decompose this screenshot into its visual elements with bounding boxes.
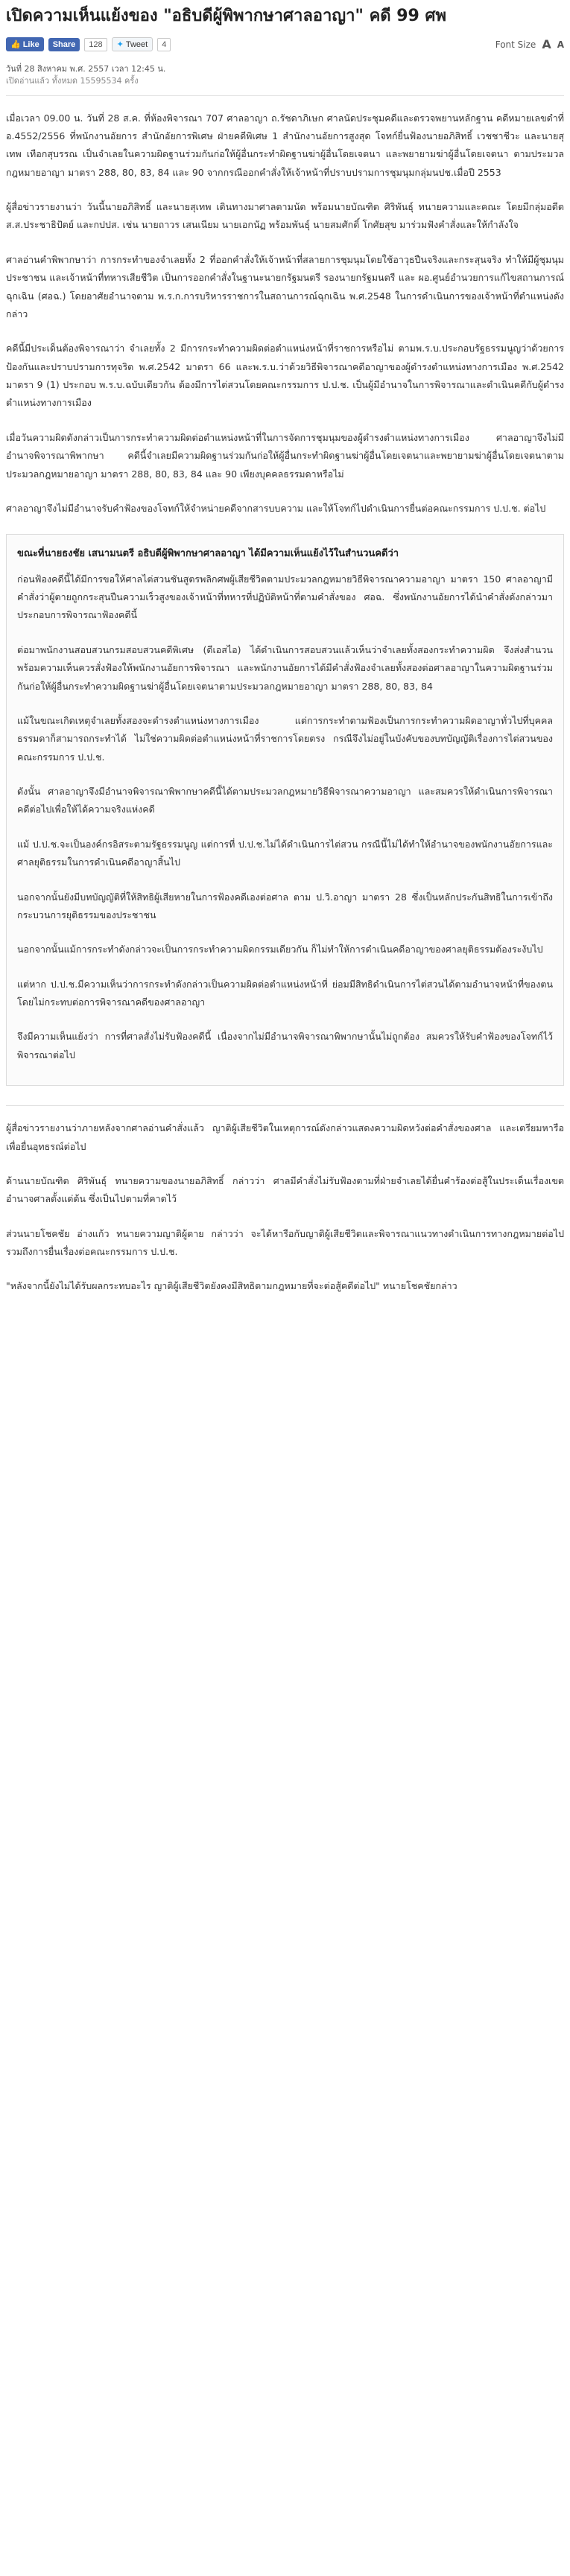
publish-date: วันที่ 28 สิงหาคม พ.ศ. 2557 เวลา 12:45 น.: [6, 63, 166, 74]
article-body-top: [6, 109, 564, 518]
article-body-bottom: [6, 1119, 564, 1296]
dissent-paragraph: ดังนั้น ศาลอาญาจึงมีอำนาจพิจารณาพิพากษาคดีนี้ได้ตามประมวลกฎหมายวิธีพิจารณาความอาญา และสมควรให้ดำเนินการพิจารณาคดีต่อไปเพื่อให้ได้ความจริงแห่งคดี: [17, 786, 553, 815]
dissent-paragraph: นอกจากนั้นแม้การกระทำดังกล่าวจะเป็นการกระทำความผิดกรรมเดียวกัน ก็ไม่ทำให้การดำเนินคดีอาญาของศาลยุติธรรมต้องระงับไป: [17, 944, 543, 955]
paragraph: ศาลอาญาจึงไม่มีอำนาจรับคำฟ้องของโจทก์ให้จำหน่ายคดีจากสารบบความ และให้โจทก์ไปดำเนินการยื่นต่อคณะกรรมการ ป.ป.ช. ต่อไป: [6, 502, 546, 514]
paragraph: ส่วนนายโชคชัย อ่างแก้ว ทนายความญาติผู้ตาย กล่าวว่า จะได้หารือกับญาติผู้เสียชีวิตและพิจารณาแนวทางดำเนินการทางกฎหมายต่อไป รวมถึงการยื่นเรื่องต่อคณะกรรมการ ป.ป.ช.: [6, 1227, 564, 1258]
paragraph: ศาลอ่านคำพิพากษาว่า การกระทำของจำเลยทั้ง 2 ที่ออกคำสั่งให้เจ้าหน้าที่สลายการชุมนุมโดยใช้อาวุธปืนจริงและกระสุนจริง ทำให้มีผู้ชุมนุม ประชาชน และเจ้าหน้าที่ทหารเสียชีวิต เป็นการออกคำสั่งในฐานะนายกรัฐมนตรี รองนายกรัฐมนตรี และ ผอ.ศูนย์อำนวยการแก้ไขสถานการณ์ฉุกเฉิน (ศอฉ.) โดยอาศัยอำนาจตาม พ.ร.ก.การบริหารราชการในสถานการณ์ฉุกเฉิน พ.ศ.2548 ในการดำเนินการของเจ้าหน้าที่ตำแหน่งดังกล่าว: [6, 253, 564, 319]
social-buttons: [6, 37, 171, 51]
font-decrease-button[interactable]: A: [557, 39, 564, 50]
divider: [6, 1105, 564, 1106]
share-count: 128: [84, 38, 107, 51]
view-count: เปิดอ่านแล้ว ทั้งหมด 15595534 ครั้ง: [6, 76, 139, 86]
paragraph: ด้านนายบัณฑิต ศิริพันธุ์ ทนายความของนายอภิสิทธิ์ กล่าวว่า ศาลมีคำสั่งไม่รับฟ้องตามที่ฝ่ายจำเลยได้ยื่นคำร้องต่อสู้ในประเด็นเรื่องเขตอำนาจศาลตั้งแต่ต้น ซึ่งเป็นไปตามที่คาดไว้: [6, 1174, 564, 1205]
article-title: เปิดความเห็นแย้งของ "อธิบดีผู้พิพากษาศาลอาญา" คดี 99 ศพ: [6, 7, 446, 25]
dissent-paragraph: จึงมีความเห็นแย้งว่า การที่ศาลสั่งไม่รับฟ้องคดีนี้ เนื่องจากไม่มีอำนาจพิจารณาพิพากษานั้นไม่ถูกต้อง สมควรให้รับคำฟ้องของโจทก์ไว้พิจารณาต่อไป: [17, 1031, 553, 1060]
dissent-paragraph: นอกจากนั้นยังมีบทบัญญัติที่ให้สิทธิผู้เสียหายในการฟ้องคดีเองต่อศาล ตาม ป.วิ.อาญา มาตรา 28 ซึ่งเป็นหลักประกันสิทธิในการเข้าถึงกระบวนการยุติธรรมของประชาชน: [17, 891, 553, 920]
article-meta: [6, 63, 564, 88]
font-increase-button[interactable]: A: [542, 37, 551, 52]
tweet-label: Tweet: [125, 39, 148, 49]
paragraph: "หลังจากนี้ยังไม่ได้รับผลกระทบอะไร ญาติผู้เสียชีวิตยังคงมีสิทธิตามกฎหมายที่จะต่อสู้คดีต่อไป" ทนายโชคชัยกล่าว: [6, 1280, 457, 1292]
thumbs-up-icon: 👍: [10, 40, 21, 50]
divider: [6, 95, 564, 96]
facebook-like-button[interactable]: [6, 37, 44, 51]
dissent-paragraph: ก่อนฟ้องคดีนี้ได้มีการขอให้ศาลไต่สวนชันสูตรพลิกศพผู้เสียชีวิตตามประมวลกฎหมายวิธีพิจารณาความอาญา มาตรา 150 ศาลอาญามีคำสั่งว่าผู้ตายถูกกระสุนปืนความเร็วสูงของเจ้าหน้าที่ทหารที่ปฏิบัติหน้าที่ตามคำสั่งของ ศอฉ. ซึ่งพนักงานอัยการได้นำคำสั่งดังกล่าวมาประกอบการพิจารณาฟ้องคดีนี้: [17, 573, 553, 621]
dissent-paragraph: ต่อมาพนักงานสอบสวนกรมสอบสวนคดีพิเศษ (ดีเอสไอ) ได้ดำเนินการสอบสวนแล้วเห็นว่าจำเลยทั้งสองกระทำความผิด จึงส่งสำนวนพร้อมความเห็นควรสั่งฟ้องให้พนักงานอัยการพิจารณา และพนักงานอัยการได้มีคำสั่งฟ้องจำเลยทั้งสองต่อศาลอาญาในความผิดฐานร่วมกันก่อให้ผู้อื่นกระทำความผิดฐานฆ่าผู้อื่นโดยเจตนาตามประมวลกฎหมายอาญา มาตรา 288, 80, 83, 84: [17, 643, 553, 692]
article-page: [0, 6, 570, 1296]
font-size-label: Font Size: [495, 39, 536, 50]
dissent-paragraph: แต่หาก ป.ป.ช.มีความเห็นว่าการกระทำดังกล่าวเป็นความผิดต่อตำแหน่งหน้าที่ ย่อมมีสิทธิดำเนินการไต่สวนได้ตามอำนาจหน้าที่ของตน โดยไม่กระทบต่อการพิจารณาคดีของศาลอาญา: [17, 978, 553, 1008]
dissent-paragraph: แม้ในขณะเกิดเหตุจำเลยทั้งสองจะดำรงตำแหน่งทางการเมือง แต่การกระทำตามฟ้องเป็นการกระทำความผิดอาญาทั่วไปที่บุคคลธรรมดาก็สามารถกระทำได้ ไม่ใช่ความผิดต่อตำแหน่งหน้าที่ราชการโดยตรง กรณีจึงไม่อยู่ในบังคับของบทบัญญัติเรื่องการไต่สวนของคณะกรรมการ ป.ป.ช.: [17, 714, 553, 763]
like-label: Like: [22, 39, 39, 49]
tweet-button[interactable]: [112, 37, 153, 51]
facebook-share-button[interactable]: Share: [48, 38, 80, 51]
article-toolbar: [6, 35, 564, 54]
dissent-paragraph: แม้ ป.ป.ช.จะเป็นองค์กรอิสระตามรัฐธรรมนูญ แต่การที่ ป.ป.ช.ไม่ได้ดำเนินการไต่สวน กรณีนี้ไม่ได้ทำให้อำนาจของพนักงานอัยการและศาลยุติธรรมในการดำเนินคดีอาญาสิ้นไป: [17, 838, 553, 868]
paragraph: ผู้สื่อข่าวรายงานว่าภายหลังจากศาลอ่านคำสั่งแล้ว ญาติผู้เสียชีวิตในเหตุการณ์ดังกล่าวแสดงความผิดหวังต่อคำสั่งของศาล และเตรียมหารือเพื่อยื่นอุทธรณ์ต่อไป: [6, 1122, 564, 1152]
tweet-count: 4: [157, 38, 171, 51]
dissenting-opinion-box: [6, 534, 564, 1086]
paragraph: ผู้สื่อข่าวรายงานว่า วันนี้นายอภิสิทธิ์ และนายสุเทพ เดินทางมาศาลตามนัด พร้อมนายบัณฑิต ศิริพันธุ์ ทนายความและคณะ โดยมีกลุ่มอดีตส.ส.ประชาธิปัตย์ และกปปส. เช่น นายถาวร เสนเนียม นายเอกนัฏ พร้อมพันธุ์ นายสมศักดิ์ โกศัยสุข มาร่วมฟังคำสั่งและให้กำลังใจ: [6, 201, 564, 231]
font-size-control: [495, 37, 564, 51]
paragraph: คดีนี้มีประเด็นต้องพิจารณาว่า จำเลยทั้ง 2 มีการกระทำความผิดต่อตำแหน่งหน้าที่ราชการหรือไม่ ตามพ.ร.บ.ประกอบรัฐธรรมนูญว่าด้วยการป้องกันและปราบปรามการทุจริต พ.ศ.2542 มาตรา 66 และพ.ร.บ.ว่าด้วยวิธีพิจารณาคดีอาญาของผู้ดำรงตำแหน่งทางการเมือง พ.ศ.2542 มาตรา 9 (1) ประกอบ พ.ร.บ.ฉบับเดียวกัน ต้องมีการไต่สวนโดยคณะกรรมการ ป.ป.ช. เป็นผู้มีอำนาจในการพิจารณาและดำเนินคดีกับผู้ดำรงตำแหน่งทางการเมือง: [6, 343, 564, 409]
paragraph: เมื่อเวลา 09.00 น. วันที่ 28 ส.ค. ที่ห้องพิจารณา 707 ศาลอาญา ถ.รัชดาภิเษก ศาลนัดประชุมคดีและตรวจพยานหลักฐาน คดีหมายเลขดำที่ อ.4552/2556 ที่พนักงานอัยการ สำนักอัยการพิเศษ ฝ่ายคดีพิเศษ 1 สำนักงานอัยการสูงสุด โจทก์ยื่นฟ้องนายอภิสิทธิ์ เวชชาชีวะ และนายสุเทพ เทือกสุบรรณ เป็นจำเลยในความผิดฐานร่วมกันก่อให้ผู้อื่นกระทำผิดฐานฆ่าผู้อื่นโดยเจตนา และพยายามฆ่าผู้อื่นโดยเจตนา ตามประมวลกฎหมายอาญา มาตรา 288, 80, 83, 84 และ 90 จากกรณีออกคำสั่งให้เจ้าหน้าที่ปราบปรามการชุมนุมกลุ่มนปช.เมื่อปี 2553: [6, 112, 564, 178]
twitter-bird-icon: ✦: [116, 40, 124, 50]
paragraph: เมื่อวันความผิดดังกล่าวเป็นการกระทำความผิดต่อตำแหน่งหน้าที่ในการจัดการชุมนุมของผู้ดำรงตำแหน่งทางการเมือง ศาลอาญาจึงไม่มีอำนาจพิจารณาพิพากษา คดีนี้จำเลยมีความผิดฐานร่วมกันก่อให้ผู้อื่นกระทำผิดฐานฆ่าผู้อื่นโดยเจตนาและพยายามฆ่าผู้อื่นโดยเจตนาตามประมวลกฎหมายอาญา มาตรา 288, 80, 83, 84 และ 90 เพียงบุคคลธรรมดาหรือไม่: [6, 431, 564, 480]
dissent-heading: ขณะที่นายธงชัย เสนามนตรี อธิบดีผู้พิพากษาศาลอาญา ได้มีความเห็นแย้งไว้ในสำนวนคดีว่า: [17, 548, 399, 560]
